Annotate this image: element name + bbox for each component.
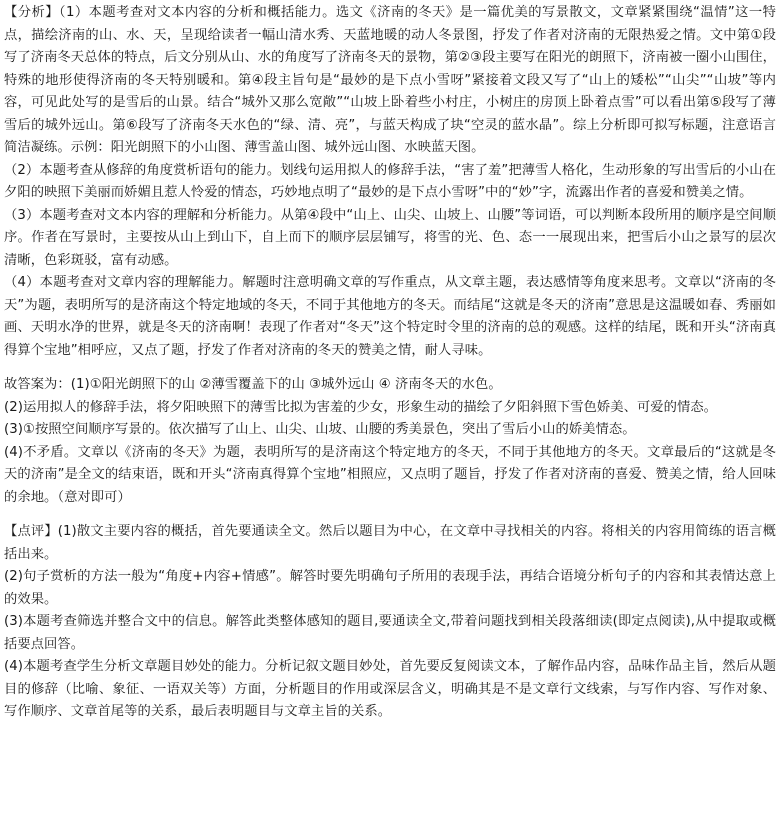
analysis-section — [4, 2, 776, 362]
analysis-paragraph-4: （4）本题考查对文章内容的理解能力。解题时注意明确文章的写作重点，从文章主题，表达感情等角度来思考。文章以“济南的冬天”为题，表明所写的是济南这个特定地域的冬天，不同于其他地方的冬天。而结尾“这就是冬天的济南”意思是这温暖如春、秀丽如画、天明水净的世界，就是冬天的济南啊！表现了作者对“冬天”这个特定时令里的济南的总的观感。这样的结尾，既和开头“济南真得算个宝地”相呼应，又点了题，抒发了作者对济南的冬天的赞美之情，耐人寻味。 — [4, 275, 776, 358]
analysis-paragraph-3: （3）本题考查对文本内容的理解和分析能力。从第④段中“山上、山尖、山坡上、山腰”等词语，可以判断本段所用的顺序是空间顺序。作者在写景时，主要按从山上到山下，自上而下的顺序层层铺写，将雪的光、色、态一一展现出来，把雪后小山之景写的层次清晰，色彩斑驳，富有动感。 — [4, 207, 776, 268]
comment-item-2: (2)句子赏析的方法一般为“角度+内容+情感”。解答时要先明确句子所用的表现手法，再结合语境分析句子的内容和其表情达意上的效果。 — [4, 569, 776, 607]
comment-item-3: (3)本题考查筛选并整合文中的信息。解答此类整体感知的题目,要通读全文,带着问题找到相关段落细读(即定点阅读),从中提取或概括要点回答。 — [4, 614, 776, 652]
section-spacer — [4, 362, 776, 374]
section-spacer — [4, 509, 776, 521]
answer-item-2: (2)运用拟人的修辞手法，将夕阳映照下的薄雪比拟为害羞的少女，形象生动的描绘了夕阳斜照下雪色娇美、可爱的情态。 — [4, 399, 718, 415]
answer-item-3: (3)①按照空间顺序写景的。依次描写了山上、山尖、山坡、山腰的秀美景色，突出了雪后小山的娇美情态。 — [4, 422, 636, 437]
analysis-paragraph-2: （2）本题考查从修辞的角度赏析语句的能力。划线句运用拟人的修辞手法，“害了羞”把薄雪人格化，生动形象的写出雪后的小山在夕阳的映照下美丽而娇媚且惹人怜爱的情态，巧妙地点明了“最妙的是下点小雪呀”中的“妙”字，流露出作者的喜爱和赞美之情。 — [4, 162, 776, 200]
answer-summary: 故答案为：(1)①阳光朗照下的山 ②薄雪覆盖下的山 ③城外远山 ④ 济南冬天的水色。 — [4, 377, 502, 392]
comments-section — [4, 521, 776, 724]
answer-item-4: (4)不矛盾。文章以《济南的冬天》为题，表明所写的是济南这个特定地方的冬天，不同于其他地方的冬天。文章最后的“这就是冬天的济南”是全文的结束语，既和开头“济南真得算个宝地”相照应，又点明了题旨，抒发了作者对济南的喜爱、赞美之情，给人回味的余地。（意对即可） — [4, 444, 776, 505]
analysis-paragraph-1: 【分析】（1）本题考查对文本内容的分析和概括能力。选文《济南的冬天》是一篇优美的写景散文，文章紧紧围绕“温情”这一特点，描绘济南的山、水、天，呈现给读者一幅山清水秀、天蓝地暖的动人冬景图，抒发了作者对济南的无限热爱之情。文中第①段写了济南冬天总体的特点，后文分别从山、水的角度写了济南冬天的景物，第②③段主要写在阳光的朗照下，济南被一圈小山围住，特殊的地形使得济南的冬天特别暖和。第④段主旨句是“最妙的是下点小雪呀”紧接着文段又写了“山上的矮松”“山尖”“山坡”等内容，可见此处写的是雪后的山景。结合“城外又那么宽敞”“山坡上卧着些小村庄，小树庄的房顶上卧着点雪”可以看出第⑤段写了薄雪后的城外远山。第⑥段写了济南冬天水色的“绿、清、亮”，与蓝天构成了块“空灵的蓝水晶”。综上分析即可拟写标题，注意语言简洁凝练。示例：阳光朗照下的小山图、薄雪盖山图、城外远山图、水映蓝天图。 — [4, 5, 776, 155]
comment-item-4: (4)本题考查学生分析文章题目妙处的能力。分析记叙文题目妙处，首先要反复阅读文本，了解作品内容，品味作品主旨，然后从题目的修辞（比喻、象征、一语双关等）方面，分析题目的作用或深层含义，明确其是不是文章行文线索，与写作内容、写作对象、写作顺序、文章首尾等的关系，最后表明题目与文章主旨的关系。 — [4, 659, 776, 719]
answers-section — [4, 374, 776, 509]
comment-item-1: 【点评】(1)散文主要内容的概括，首先要通读全文。然后以题目为中心，在文章中寻找相关的内容。将相关的内容用简练的语言概括出来。 — [4, 524, 776, 562]
